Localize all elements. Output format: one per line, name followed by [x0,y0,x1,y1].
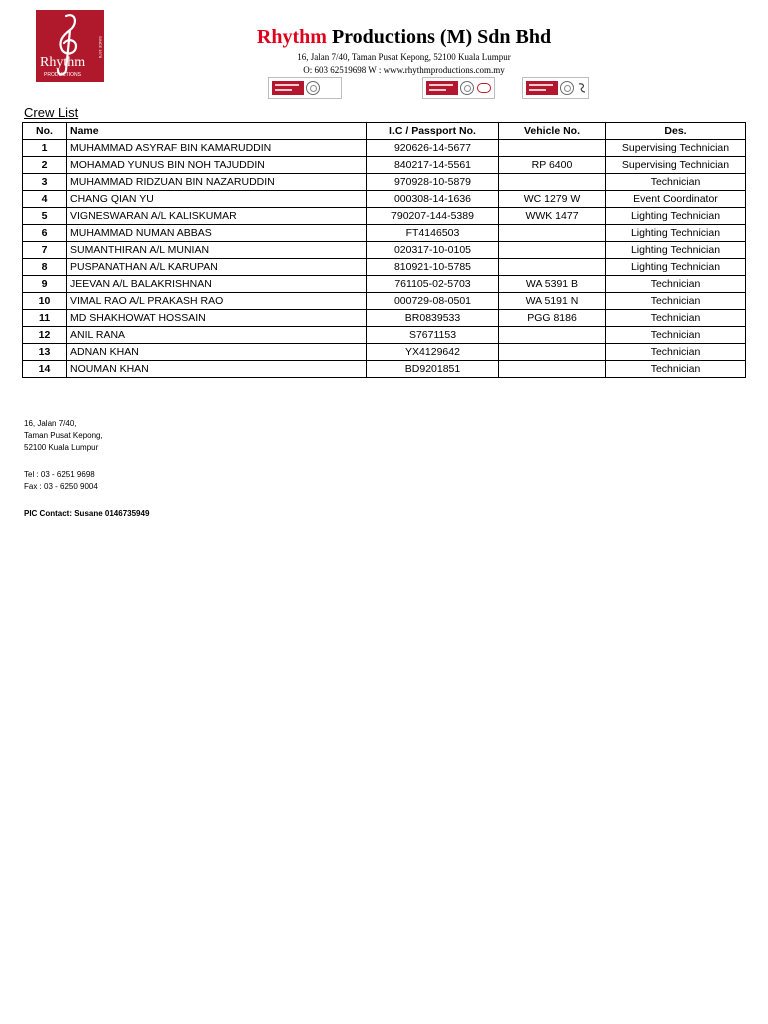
row-vehicle: WA 5191 N [499,293,606,310]
logo-side-text: SINCE 1978 [98,36,103,59]
row-name: JEEVAN A/L BALAKRISHNAN [67,276,367,293]
row-designation: Supervising Technician [606,157,746,174]
row-designation: Event Coordinator [606,191,746,208]
table-row [23,191,746,208]
footer-fax: Fax : 03 - 6250 9004 [24,482,98,491]
row-number: 10 [23,293,67,310]
certification-badge [522,77,589,99]
row-vehicle [499,327,606,344]
row-vehicle [499,242,606,259]
row-number: 7 [23,242,67,259]
row-name: VIMAL RAO A/L PRAKASH RAO [67,293,367,310]
company-logo [36,10,104,82]
footer-address-line: Taman Pusat Kepong, [24,431,103,440]
row-id: FT4146503 [367,225,499,242]
column-header-name: Name [67,123,367,140]
table-row [23,259,746,276]
row-name: SUMANTHIRAN A/L MUNIAN [67,242,367,259]
row-id: 761105-02-5703 [367,276,499,293]
column-header-no: No. [23,123,67,140]
row-vehicle [499,361,606,378]
row-name: ANIL RANA [67,327,367,344]
row-designation: Supervising Technician [606,140,746,157]
row-name: MUHAMMAD RIDZUAN BIN NAZARUDDIN [67,174,367,191]
row-name: MUHAMMAD NUMAN ABBAS [67,225,367,242]
row-vehicle: WC 1279 W [499,191,606,208]
row-id: 810921-10-5785 [367,259,499,276]
footer-phone-block [24,469,98,493]
row-vehicle: WWK 1477 [499,208,606,225]
row-number: 5 [23,208,67,225]
table-row [23,293,746,310]
table-row [23,174,746,191]
row-name: MUHAMMAD ASYRAF BIN KAMARUDDIN [67,140,367,157]
row-number: 3 [23,174,67,191]
cert-mark-icon [477,83,491,93]
column-header-vehicle: Vehicle No. [499,123,606,140]
company-brand: Rhythm [256,26,327,48]
row-number: 4 [23,191,67,208]
header-contact: O: 603 62519698 W : www.rhythmproductions.com.my [303,65,505,75]
row-id: BR0839533 [367,310,499,327]
company-name-rest: Productions (M) Sdn Bhd [326,26,552,48]
row-number: 13 [23,344,67,361]
certification-badge [268,77,342,99]
row-id: BD9201851 [367,361,499,378]
row-id: 790207-144-5389 [367,208,499,225]
footer-address-line: 52100 Kuala Lumpur [24,443,99,452]
crew-list-title: Crew List [24,105,79,120]
header-address: 16, Jalan 7/40, Taman Pusat Kepong, 52100 Kuala Lumpur [297,52,511,62]
row-name: CHANG QIAN YU [67,191,367,208]
table-row [23,225,746,242]
row-name: ADNAN KHAN [67,344,367,361]
row-id: 920626-14-5677 [367,140,499,157]
row-designation: Technician [606,344,746,361]
cert-label-icon [272,81,304,95]
logo-subtext: PRODUCTIONS [44,72,81,78]
row-id: 020317-10-0105 [367,242,499,259]
row-id: 970928-10-5879 [367,174,499,191]
table-row [23,242,746,259]
column-header-designation: Des. [606,123,746,140]
cert-seal-icon [460,81,474,95]
row-number: 6 [23,225,67,242]
row-id: S7671153 [367,327,499,344]
row-id: 000308-14-1636 [367,191,499,208]
table-row [23,208,746,225]
row-name: PUSPANATHAN A/L KARUPAN [67,259,367,276]
table-header-row [23,123,746,140]
table-row [23,361,746,378]
row-designation: Technician [606,327,746,344]
certification-badge [422,77,495,99]
table-row [23,276,746,293]
row-vehicle [499,344,606,361]
row-name: MOHAMAD YUNUS BIN NOH TAJUDDIN [67,157,367,174]
row-name: MD SHAKHOWAT HOSSAIN [67,310,367,327]
crew-table [22,122,746,378]
row-number: 14 [23,361,67,378]
cert-label-icon [526,81,558,95]
footer-address [24,418,103,454]
row-vehicle: WA 5391 B [499,276,606,293]
row-designation: Technician [606,361,746,378]
cert-seal-icon [306,81,320,95]
table-row [23,327,746,344]
footer-pic-contact: PIC Contact: Susane 0146735949 [24,509,150,518]
row-designation: Lighting Technician [606,208,746,225]
row-vehicle [499,174,606,191]
table-row [23,310,746,327]
row-designation: Technician [606,293,746,310]
row-number: 9 [23,276,67,293]
footer-tel: Tel : 03 - 6251 9698 [24,470,95,479]
row-number: 12 [23,327,67,344]
row-designation: Lighting Technician [606,259,746,276]
logo-text: Rhythm [40,55,86,70]
row-vehicle [499,225,606,242]
row-name: NOUMAN KHAN [67,361,367,378]
column-header-id: I.C / Passport No. [367,123,499,140]
row-designation: Technician [606,310,746,327]
row-id: 000729-08-0501 [367,293,499,310]
cert-label-icon [426,81,458,95]
row-designation: Technician [606,276,746,293]
row-vehicle [499,259,606,276]
row-vehicle [499,140,606,157]
row-designation: Technician [606,174,746,191]
footer-address-line: 16, Jalan 7/40, [24,419,77,428]
row-number: 8 [23,259,67,276]
company-name [130,26,678,49]
table-row [23,344,746,361]
row-number: 2 [23,157,67,174]
row-vehicle: RP 6400 [499,157,606,174]
row-designation: Lighting Technician [606,242,746,259]
table-row [23,157,746,174]
table-row [23,140,746,157]
cert-seal-icon [560,81,574,95]
treble-clef-icon [36,10,104,82]
row-number: 1 [23,140,67,157]
row-vehicle: PGG 8186 [499,310,606,327]
row-id: YX4129642 [367,344,499,361]
row-name: VIGNESWARAN A/L KALISKUMAR [67,208,367,225]
row-id: 840217-14-5561 [367,157,499,174]
row-designation: Lighting Technician [606,225,746,242]
row-number: 11 [23,310,67,327]
cert-mark-icon [577,82,587,94]
